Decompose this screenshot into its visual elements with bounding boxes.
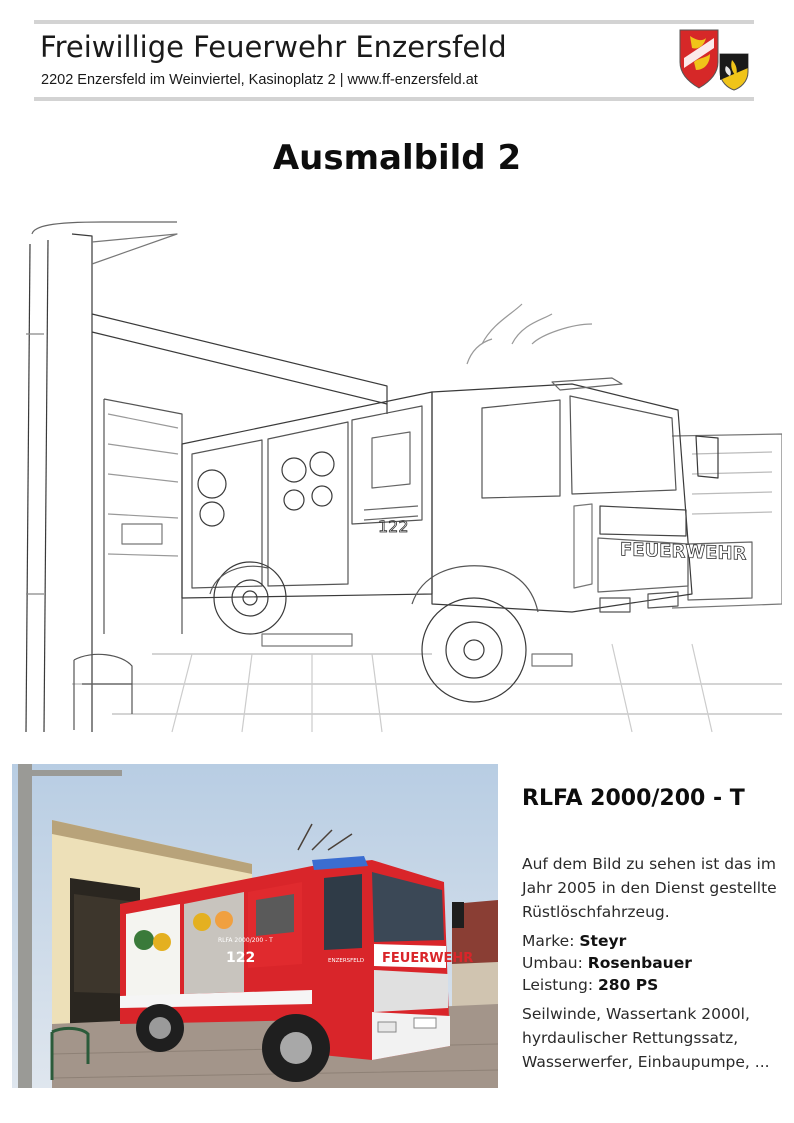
sketch-door-lettering: FEUERWEHR xyxy=(620,539,747,565)
vehicle-name: RLFA 2000/200 - T xyxy=(522,786,745,811)
spec-power-label: Leistung: xyxy=(522,976,594,994)
organization-name: Freiwillige Feuerwehr Enzersfeld xyxy=(40,30,507,64)
photo-cab-label: ENZERSFELD xyxy=(328,958,365,964)
sketch-unit-number: 122 xyxy=(378,517,409,536)
vehicle-equipment: Seilwinde, Wassertank 2000l, hyrdaulischer Rettungssatz, Wasserwerfer, Einbaupumpe, ... xyxy=(522,1005,770,1071)
spec-conversion-value: Rosenbauer xyxy=(587,954,692,972)
coloring-page-sketch xyxy=(12,214,782,734)
header-bottom-rule xyxy=(34,97,754,101)
spec-conversion-label: Umbau: xyxy=(522,954,583,972)
page-title: Ausmalbild 2 xyxy=(272,138,522,178)
spec-brand-label: Marke: xyxy=(522,932,575,950)
header-top-rule xyxy=(34,20,754,24)
coat-of-arms-logo xyxy=(676,28,750,92)
vehicle-info xyxy=(522,786,784,1074)
spec-brand xyxy=(522,930,784,952)
spec-power xyxy=(522,974,784,996)
vehicle-description: Auf dem Bild zu sehen ist das im Jahr 2005 in den Dienst gestellte Rüstlöschfahrzeug. xyxy=(522,855,777,921)
photo-unit-number: 122 xyxy=(226,950,256,966)
spec-conversion xyxy=(522,952,784,974)
organization-address: 2202 Enzersfeld im Weinviertel, Kasinoplatz 2 | www.ff-enzersfeld.at xyxy=(41,72,478,88)
spec-brand-value: Steyr xyxy=(579,932,627,950)
photo-door-lettering: FEUERWEHR xyxy=(382,951,474,966)
photo-side-label: RLFA 2000/200 - T xyxy=(218,937,273,944)
spec-power-value: 280 PS xyxy=(598,976,659,994)
vehicle-specs xyxy=(522,930,784,996)
vehicle-photo xyxy=(12,764,498,1088)
